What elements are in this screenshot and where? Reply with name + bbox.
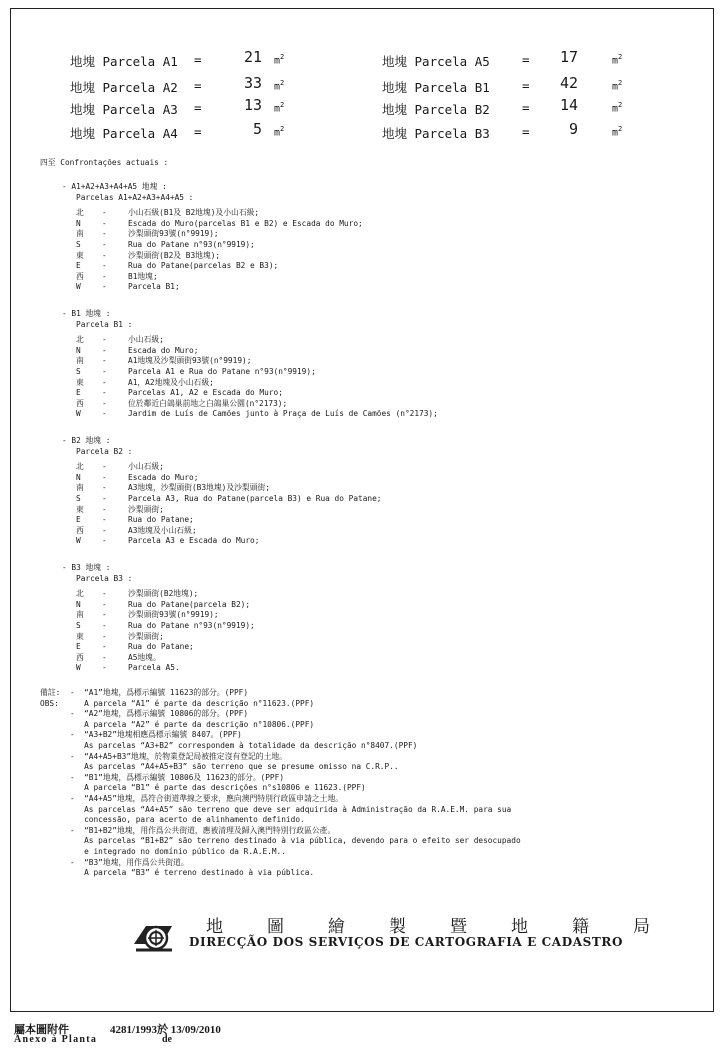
dash: - [102, 229, 107, 239]
block-heading-pt: Parcela B3 : [76, 573, 133, 583]
confrontation-row [62, 229, 363, 240]
confrontation-row [62, 356, 438, 367]
obs-line: - “B1”地塊，爲標示編號 10806及 11623的部分。(PPF) [70, 772, 285, 782]
boundary-text: 沙梨頭街(B2及 B3地塊); [128, 250, 221, 260]
boundary-text: Escada do Muro(parcelas B1 e B2) e Escada do Muro; [128, 218, 363, 228]
boundary-text: 沙梨頭街(B2地塊); [128, 589, 199, 599]
confrontation-row [62, 409, 438, 420]
area-label: 地塊 Parcela A5 [382, 54, 490, 69]
dash: - [102, 663, 107, 673]
direction: W [76, 282, 81, 292]
confrontation-row [62, 663, 255, 674]
direction: 北 [76, 208, 84, 218]
boundary-text: 沙梨頭街93號(n°9919); [128, 229, 219, 239]
confrontation-row [62, 240, 363, 251]
confrontation-row [62, 272, 363, 283]
boundary-text: 沙梨頭街; [128, 631, 164, 641]
obs-line: As parcelas “A4+A5+B3” são terreno que se presume omisso na C.R.P.. [70, 762, 399, 772]
obs-line: A parcela “B1” é parte das descrições n°s10806 e 11623.(PPF) [70, 783, 366, 793]
dash: - [102, 388, 107, 398]
boundary-text: Parcela A5. [128, 663, 180, 673]
dash: - [102, 631, 107, 641]
logo-title: 地圖繪製暨地籍局 [206, 917, 694, 937]
area-value: 21 [243, 48, 262, 66]
obs-line: A parcela “A1” é parte da descrição n°11623.(PPF) [70, 698, 315, 708]
area-label: 地塊 Parcela B1 [382, 80, 490, 95]
block-heading-pt: Parcela B1 : [76, 319, 133, 329]
dash: - [102, 483, 107, 493]
area-unit-exp: 2 [618, 53, 623, 61]
direction: 南 [76, 610, 84, 620]
area-value: 13 [243, 96, 262, 114]
footer-label-pt: Anexo à Planta [14, 1034, 98, 1045]
confrontacoes-title: 四至 Confrontações actuais : [40, 158, 169, 167]
confrontation-row [62, 219, 363, 230]
confrontation-row [62, 251, 363, 262]
direction: 北 [76, 589, 84, 599]
confrontation-row [62, 589, 255, 600]
obs-line: e integrado no domínio público da R.A.E.M.. [70, 846, 286, 856]
confrontation-row [62, 536, 381, 547]
boundary-text: 沙梨頭街; [128, 504, 164, 514]
dash: - [102, 652, 107, 662]
area-unit [612, 125, 622, 138]
confrontation-row [62, 462, 381, 473]
dash: - [102, 377, 107, 387]
boundary-text: Rua do Patane; [128, 515, 194, 525]
direction: S [76, 620, 81, 630]
direction: 西 [76, 271, 84, 281]
area-unit-m: m [274, 81, 281, 93]
boundary-text: A1，A2地塊及小山石級; [128, 377, 214, 387]
direction: N [76, 218, 81, 228]
direction: 南 [76, 356, 84, 366]
confrontation-block [62, 563, 255, 674]
direction: 南 [76, 483, 84, 493]
block-heading-zh: - B3 地塊 : [62, 563, 111, 572]
confrontation-row [62, 642, 255, 653]
dash: - [102, 525, 107, 535]
direction: S [76, 239, 81, 249]
dash: - [102, 493, 107, 503]
area-equals: = [194, 100, 202, 115]
area-value: 42 [559, 74, 578, 92]
boundary-text: 小山石級; [128, 335, 164, 345]
block-heading-pt: Parcela B2 : [76, 446, 133, 456]
area-unit-m: m [274, 55, 281, 67]
boundary-text: Escada do Muro; [128, 345, 199, 355]
area-unit-exp: 2 [618, 79, 623, 87]
direction: 西 [76, 525, 84, 535]
area-unit [274, 125, 284, 138]
boundary-text: A1地塊及沙梨頭街93號(n°9919); [128, 356, 252, 366]
dash: - [102, 472, 107, 482]
dash: - [102, 610, 107, 620]
area-unit [612, 79, 622, 92]
area-unit [274, 79, 284, 92]
obs-line: - “A4+A5+B3”地塊，於物業登記局被推定沒有登記的土地。 [70, 751, 287, 761]
area-unit [274, 101, 284, 114]
area-value: 17 [559, 48, 578, 66]
boundary-text: A3地塊，沙梨頭街(B3地塊)及沙梨頭街; [128, 483, 271, 493]
area-value: 14 [559, 96, 578, 114]
confrontation-row [62, 483, 381, 494]
confrontation-row [62, 473, 381, 484]
dash: - [102, 239, 107, 249]
dash: - [102, 620, 107, 630]
confrontation-row [62, 515, 381, 526]
direction: E [76, 388, 81, 398]
boundary-text: Parcelas A1, A2 e Escada do Muro; [128, 388, 283, 398]
direction: 北 [76, 335, 84, 345]
confrontation-row [62, 367, 438, 378]
confrontation-row [62, 610, 255, 621]
confrontation-block [62, 309, 438, 420]
area-label: 地塊 Parcela A2 [70, 80, 178, 95]
dash: - [102, 271, 107, 281]
area-value: 5 [252, 120, 262, 138]
confrontation-row [62, 600, 255, 611]
direction: 西 [76, 398, 84, 408]
footer-label-zh: 屬本圖附件 [14, 1024, 69, 1036]
direction: 東 [76, 504, 84, 514]
dscc-logo-icon [132, 918, 176, 958]
boundary-text: Rua do Patane(parcelas B2 e B3); [128, 261, 279, 271]
footer-number: 4281/1993於 13/09/2010 [110, 1024, 221, 1036]
area-unit [612, 53, 622, 66]
boundary-text: A3地塊及小山石級; [128, 525, 197, 535]
obs-line: As parcelas “A4+A5” são terreno que deve ser adquirida à Administração da R.A.E.M. para sua [70, 804, 512, 814]
boundary-text: Rua do Patane; [128, 642, 194, 652]
boundary-text: Rua do Patane(parcela B2); [128, 599, 251, 609]
area-value: 33 [243, 74, 262, 92]
direction: 東 [76, 377, 84, 387]
direction: S [76, 366, 81, 376]
boundary-text: Escada do Muro; [128, 472, 199, 482]
dash: - [102, 250, 107, 260]
area-label: 地塊 Parcela A4 [70, 126, 178, 141]
block-heading-zh: - B2 地塊 : [62, 436, 111, 445]
dash: - [102, 589, 107, 599]
area-unit-m: m [612, 103, 619, 115]
area-unit-m: m [612, 55, 619, 67]
direction: 東 [76, 250, 84, 260]
area-equals: = [522, 100, 530, 115]
area-unit [612, 101, 622, 114]
confrontation-row [62, 621, 255, 632]
dash: - [102, 504, 107, 514]
direction: S [76, 493, 81, 503]
boundary-text: 沙梨頭街93號(n°9919); [128, 610, 219, 620]
footer-de: de [162, 1034, 172, 1045]
confrontation-row [62, 346, 438, 357]
area-label: 地塊 Parcela B2 [382, 102, 490, 117]
confrontation-row [62, 208, 363, 219]
confrontation-row [62, 653, 255, 664]
direction: 東 [76, 631, 84, 641]
boundary-text: Parcela A3, Rua do Patane(parcela B3) e Rua do Patane; [128, 493, 382, 503]
area-unit-exp: 2 [280, 79, 285, 87]
confrontation-block [62, 182, 363, 293]
block-heading-zh: - A1+A2+A3+A4+A5 地塊 : [62, 182, 167, 191]
direction: E [76, 642, 81, 652]
direction: W [76, 409, 81, 419]
boundary-text: Parcela A1 e Rua do Patane n°93(n°9919); [128, 366, 316, 376]
dash: - [102, 345, 107, 355]
area-unit-exp: 2 [280, 101, 285, 109]
area-unit [274, 53, 284, 66]
area-unit-m: m [274, 127, 281, 139]
direction: N [76, 472, 81, 482]
area-equals: = [522, 124, 530, 139]
obs-label-zh: 備註: [40, 688, 61, 697]
area-unit-m: m [274, 103, 281, 115]
direction: E [76, 261, 81, 271]
direction: 北 [76, 462, 84, 472]
area-label: 地塊 Parcela A1 [70, 54, 178, 69]
block-heading-pt: Parcelas A1+A2+A3+A4+A5 : [76, 192, 194, 202]
area-unit-exp: 2 [280, 125, 285, 133]
obs-line: - “A1”地塊，爲標示編號 11623的部分。(PPF) [70, 688, 249, 697]
area-equals: = [522, 52, 530, 67]
observations [70, 688, 521, 879]
dash: - [102, 335, 107, 345]
area-unit-exp: 2 [280, 53, 285, 61]
area-value: 9 [568, 120, 578, 138]
boundary-text: Parcela B1; [128, 282, 180, 292]
area-unit-m: m [612, 81, 619, 93]
confrontation-block [62, 436, 381, 547]
obs-label-pt: OBS: [40, 699, 59, 708]
direction: E [76, 515, 81, 525]
direction: W [76, 536, 81, 546]
confrontation-row [62, 505, 381, 516]
obs-line: A parcela “B3” é terreno destinado à via pública. [70, 868, 315, 878]
direction: 南 [76, 229, 84, 239]
confrontation-row [62, 526, 381, 537]
area-unit-exp: 2 [618, 101, 623, 109]
boundary-text: 小山石級(B1及 B2地塊)及小山石級; [128, 208, 260, 218]
confrontation-row [62, 261, 363, 272]
boundary-text: 小山石級; [128, 462, 164, 472]
dash: - [102, 366, 107, 376]
area-label: 地塊 Parcela A3 [70, 102, 178, 117]
obs-line: A parcela “A2” é parte da descrição n°10806.(PPF) [70, 719, 315, 729]
dash: - [102, 409, 107, 419]
logo-subtitle: DIRECÇÃO DOS SERVIÇOS DE CARTOGRAFIA E CADASTRO [189, 935, 624, 949]
confrontation-row [62, 388, 438, 399]
obs-line: As parcelas “B1+B2” são terreno destinado à via pública, devendo para o efeito ser desocupado [70, 836, 521, 846]
confrontation-row [62, 399, 438, 410]
boundary-text: B1地塊; [128, 271, 158, 281]
confrontation-row [62, 494, 381, 505]
dash: - [102, 599, 107, 609]
obs-line: - “A3+B2”地塊相應爲標示編號 8407。(PPF) [70, 730, 242, 740]
area-label: 地塊 Parcela B3 [382, 126, 490, 141]
confrontation-row [62, 632, 255, 643]
obs-line: - “A2”地塊，爲標示編號 10806的部分。(PPF) [70, 709, 249, 719]
dash: - [102, 398, 107, 408]
area-equals: = [194, 78, 202, 93]
area-unit-m: m [612, 127, 619, 139]
area-unit-exp: 2 [618, 125, 623, 133]
dash: - [102, 356, 107, 366]
obs-line: concessão, para acerto de alinhamento definido. [70, 815, 305, 825]
boundary-text: Rua do Patane n°93(n°9919); [128, 620, 255, 630]
direction: N [76, 599, 81, 609]
obs-line: As parcelas “A3+B2” correspondem à totalidade da descrição n°8407.(PPF) [70, 740, 418, 750]
boundary-text: A5地塊。 [128, 652, 161, 662]
confrontation-row [62, 378, 438, 389]
block-heading-zh: - B1 地塊 : [62, 309, 111, 318]
boundary-text: Jardim de Luís de Camões junto à Praça de Luís de Camões (n°2173); [128, 409, 438, 419]
direction: W [76, 663, 81, 673]
dash: - [102, 218, 107, 228]
obs-line: - “B1+B2”地塊，用作爲公共街道，應被清理及歸入澳門特別行政區公產。 [70, 825, 336, 835]
dash: - [102, 282, 107, 292]
area-equals: = [194, 124, 202, 139]
direction: 西 [76, 652, 84, 662]
obs-line: - “B3”地塊，用作爲公共街道。 [70, 857, 189, 867]
boundary-text: Parcela A3 e Escada do Muro; [128, 536, 260, 546]
boundary-text: Rua do Patane n°93(n°9919); [128, 239, 255, 249]
area-equals: = [194, 52, 202, 67]
dash: - [102, 642, 107, 652]
confrontation-row [62, 282, 363, 293]
confrontation-row [62, 335, 438, 346]
dash: - [102, 515, 107, 525]
obs-line: - “A4+A5”地塊，爲符合街道準線之要求，應向澳門特別行政區申請之土地。 [70, 793, 344, 803]
area-equals: = [522, 78, 530, 93]
dash: - [102, 462, 107, 472]
dash: - [102, 261, 107, 271]
direction: N [76, 345, 81, 355]
dash: - [102, 536, 107, 546]
dash: - [102, 208, 107, 218]
boundary-text: 位於鄰近白鴿巢前地之白鴿巢公園(n°2173); [128, 398, 288, 408]
